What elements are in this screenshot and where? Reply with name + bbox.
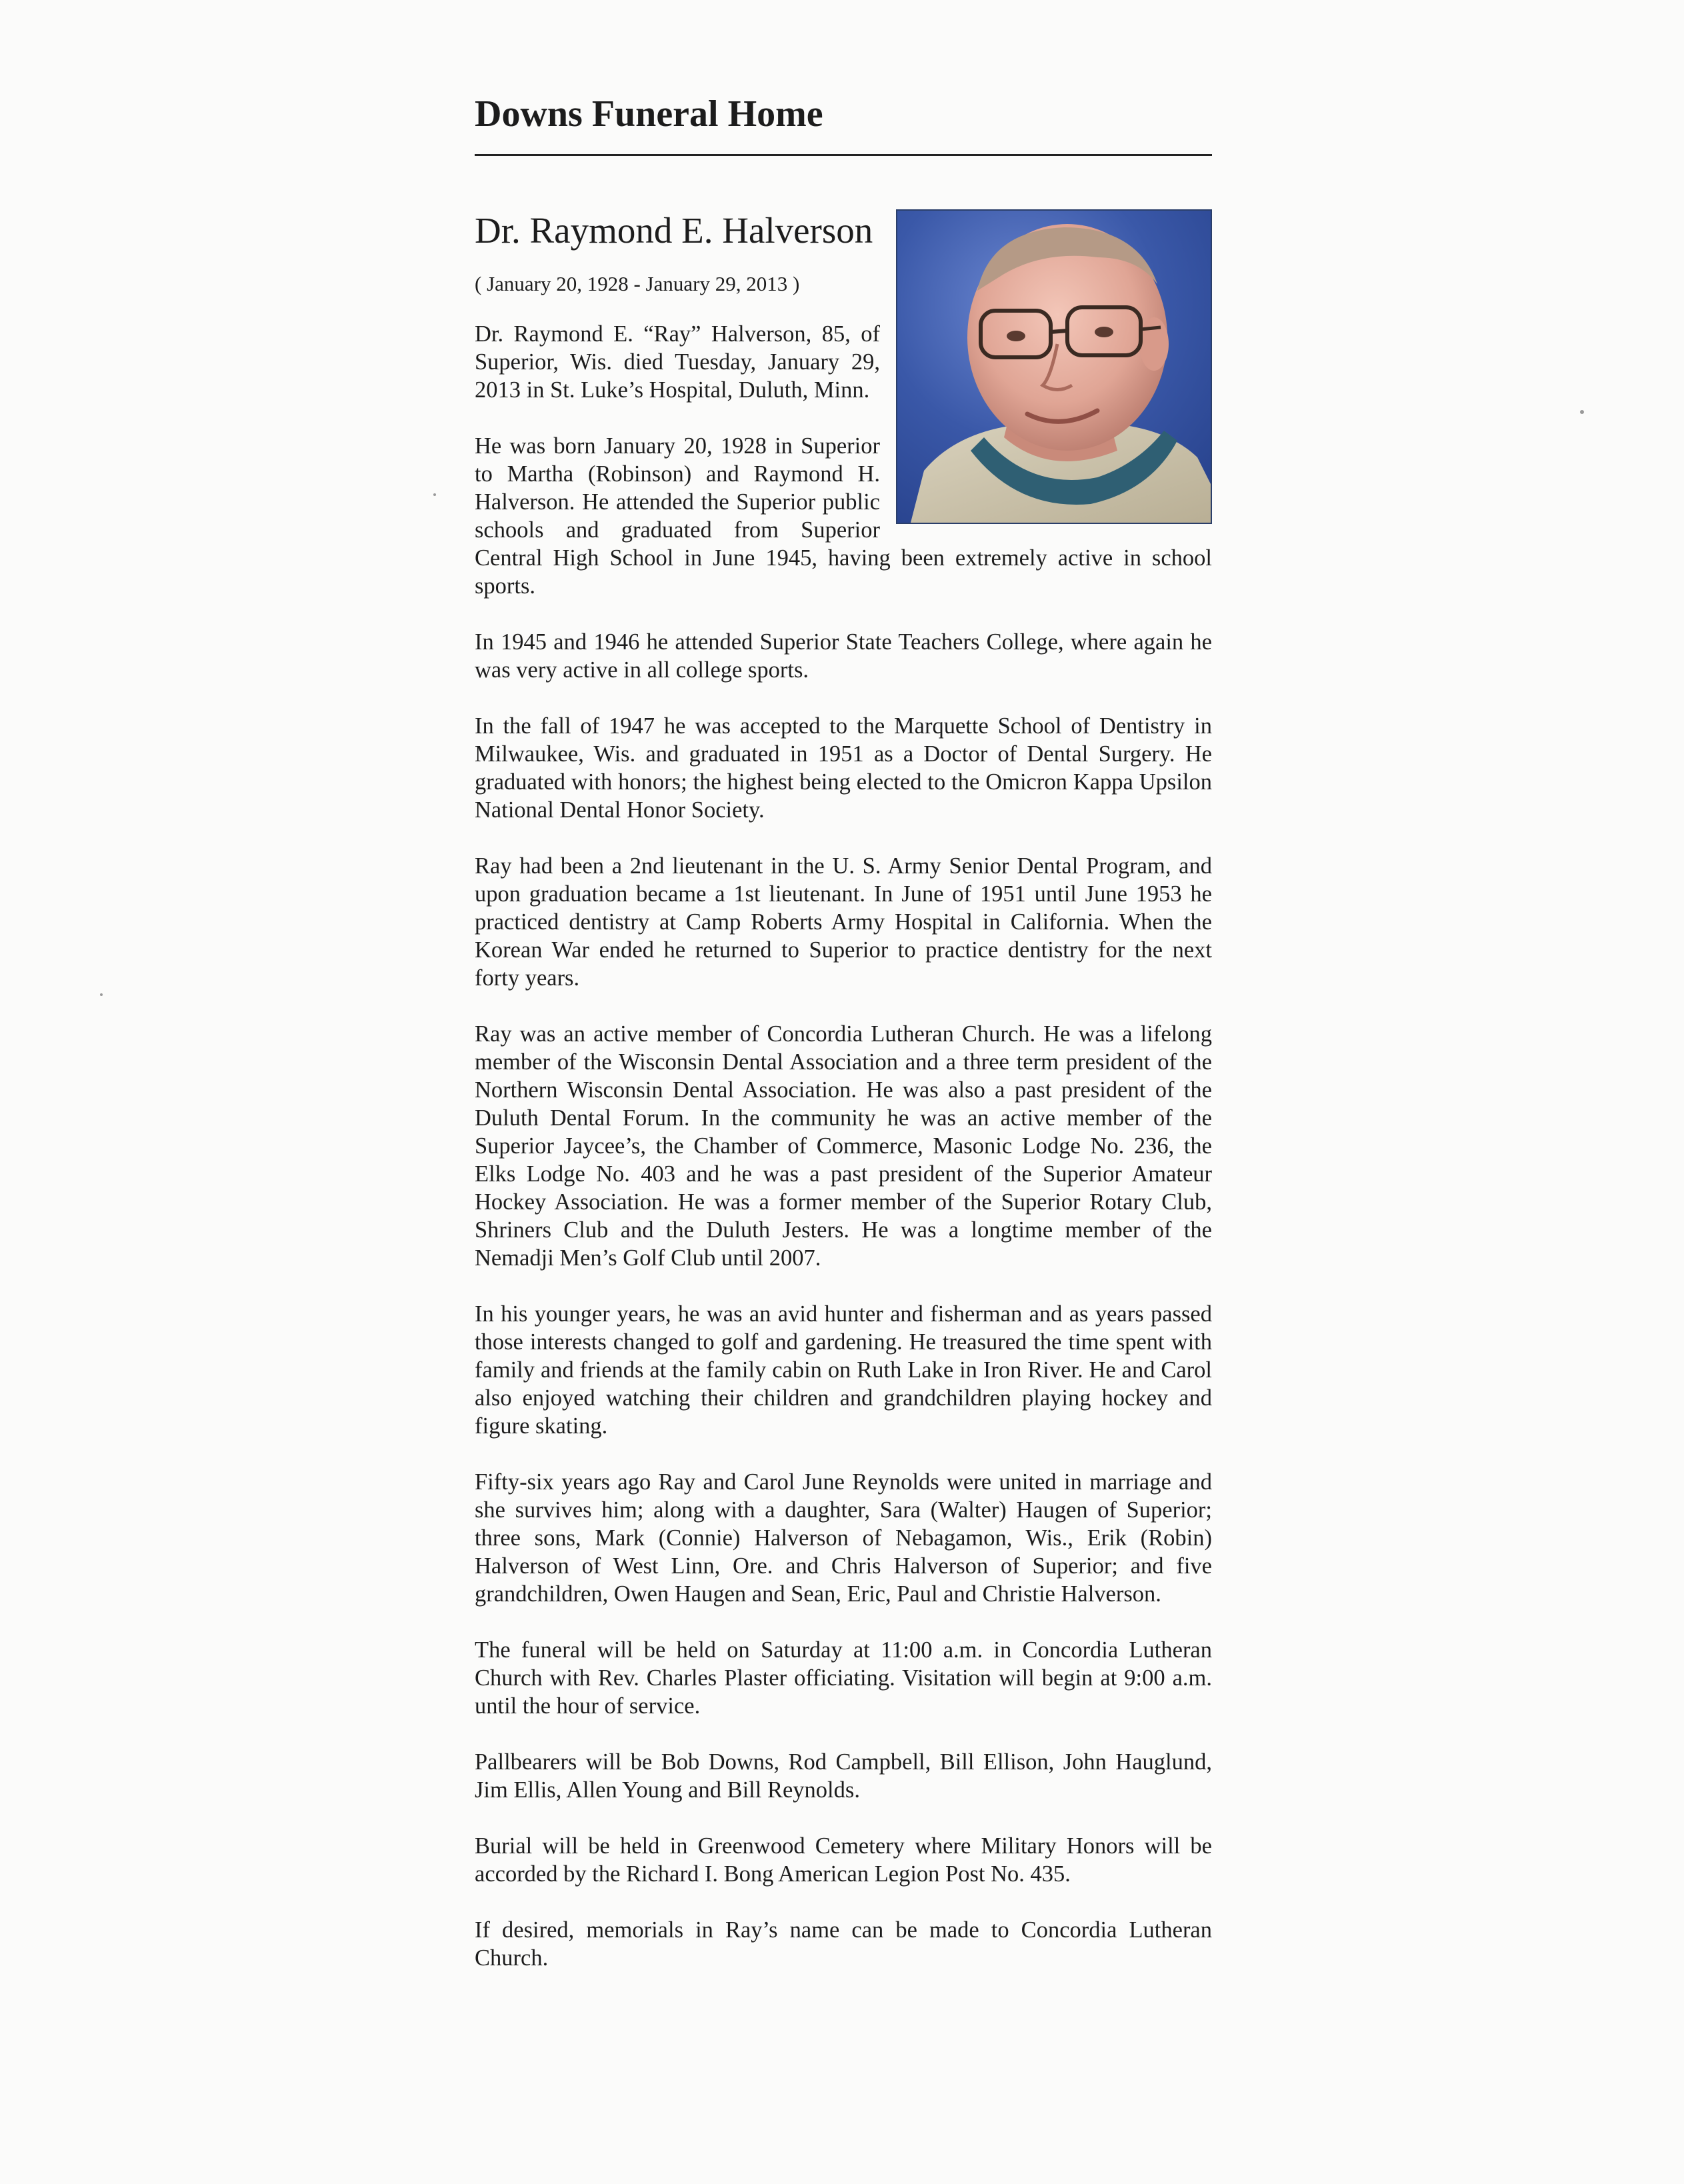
- scan-speck: [100, 993, 103, 996]
- obituary-content: [475, 209, 1212, 1972]
- obituary-paragraph: The funeral will be held on Saturday at 11:00 a.m. in Concordia Lutheran Church with Rev. Charles Plaster officiating. Visitation will begin at 9:00 a.m. until the hour of service.: [475, 1637, 1212, 1719]
- scan-speck: [433, 493, 436, 496]
- funeral-home-title: Downs Funeral Home: [475, 93, 823, 135]
- obituary-paragraph: If desired, memorials in Ray’s name can be made to Concordia Lutheran Church.: [475, 1917, 1212, 1971]
- obituary-paragraph: Ray had been a 2nd lieutenant in the U. S. Army Senior Dental Program, and upon graduation became a 1st lieutenant. In June of 1951 until June 1953 he practiced dentistry at Camp Roberts Army Hospital in California. When the Korean War ended he returned to Superior to practice dentistry for the next forty years.: [475, 853, 1212, 991]
- obituary-page: [475, 80, 1212, 1972]
- obituary-body: [475, 320, 1212, 1972]
- obituary-paragraph: He was born January 20, 1928 in Superior to Martha (Robinson) and Raymond H. Halverson. He attended the Superior public schools and graduated from Superior Central High School in June 1945, having been extremely active in school sports.: [475, 433, 1212, 599]
- obituary-paragraph: Dr. Raymond E. “Ray” Halverson, 85, of Superior, Wis. died Tuesday, January 29, 2013 in St. Luke’s Hospital, Duluth, Minn.: [475, 321, 880, 403]
- obituary-paragraph: In the fall of 1947 he was accepted to the Marquette School of Dentistry in Milwaukee, Wis. and graduated in 1951 as a Doctor of Dental Surgery. He graduated with honors; the highest being elected to the Omicron Kappa Upsilon National Dental Honor Society.: [475, 713, 1212, 823]
- obituary-paragraph: Burial will be held in Greenwood Cemetery where Military Honors will be accorded by the Richard I. Bong American Legion Post No. 435.: [475, 1833, 1212, 1887]
- obituary-paragraph: Pallbearers will be Bob Downs, Rod Campbell, Bill Ellison, John Hauglund, Jim Ellis, Allen Young and Bill Reynolds.: [475, 1749, 1212, 1803]
- portrait-photo: [896, 209, 1212, 524]
- header-divider: [475, 154, 1212, 156]
- portrait-illustration: [897, 211, 1211, 523]
- obituary-paragraph: In his younger years, he was an avid hunter and fisherman and as years passed those interests changed to golf and gardening. He treasured the time spent with family and friends at the family cabin on Ruth Lake in Iron River. He and Carol also enjoyed watching their children and grandchildren playing hockey and figure skating.: [475, 1301, 1212, 1439]
- obituary-paragraph: Fifty-six years ago Ray and Carol June Reynolds were united in marriage and she survives him; along with a daughter, Sara (Walter) Haugen of Superior; three sons, Mark (Connie) Halverson of Nebagamon, Wis., Erik (Robin) Halverson of West Linn, Ore. and Chris Halverson of Superior; and five grandchildren, Owen Haugen and Sean, Eric, Paul and Christie Halverson.: [475, 1469, 1212, 1607]
- life-dates: ( January 20, 1928 - January 29, 2013 ): [475, 272, 800, 296]
- obituary-paragraph: Ray was an active member of Concordia Lutheran Church. He was a lifelong member of the Wisconsin Dental Association and a three term president of the Northern Wisconsin Dental Association. He was also a past president of the Duluth Dental Forum. In the community he was an active member of the Superior Jaycee’s, the Chamber of Commerce, Masonic Lodge No. 236, the Elks Lodge No. 403 and he was a past president of the Superior Amateur Hockey Association. He was a former member of the Superior Rotary Club, Shriners Club and the Duluth Jesters. He was a longtime member of the Nemadji Men’s Golf Club until 2007.: [475, 1021, 1212, 1271]
- obituary-paragraph: In 1945 and 1946 he attended Superior State Teachers College, where again he was very active in all college sports.: [475, 629, 1212, 683]
- scan-speck: [1580, 410, 1584, 414]
- deceased-name: Dr. Raymond E. Halverson: [475, 210, 873, 251]
